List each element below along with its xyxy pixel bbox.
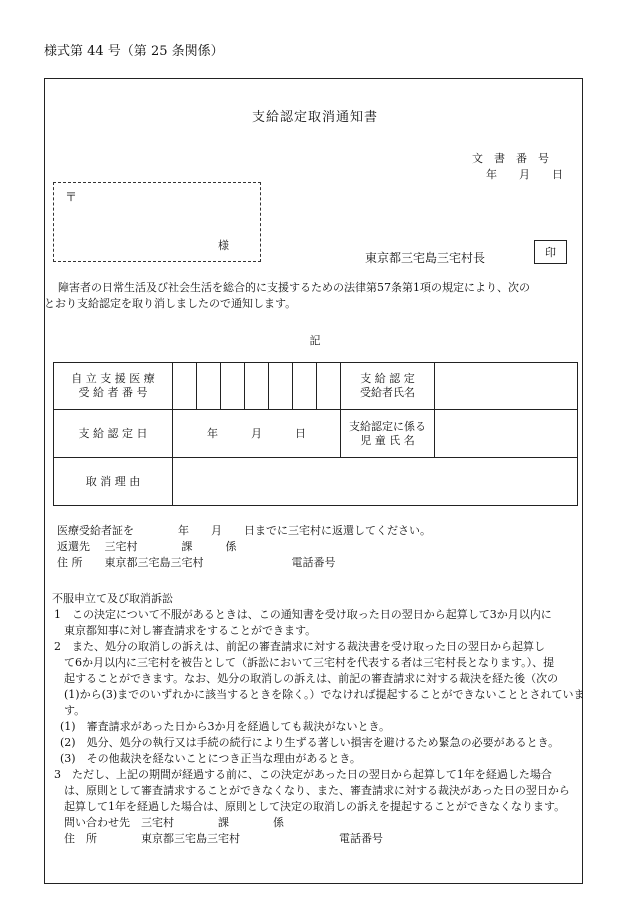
appeal-section: [52, 591, 585, 847]
return-line-3: 住 所 東京都三宅島三宅村 電話番号: [57, 556, 336, 569]
recipient-number-digit[interactable]: [196, 362, 221, 410]
child-name-field[interactable]: [434, 409, 578, 458]
intro-paragraph: [44, 280, 583, 312]
child-name-label-line2: 児 童 氏 名: [360, 433, 415, 447]
appeal-line: 2 また、処分の取消しの訴えは、前記の審査請求に対する裁決書を受け取った日の翌日から起算し: [54, 640, 545, 653]
child-name-label-line1: 支給認定に係る: [349, 419, 426, 433]
cert-date-field[interactable]: [172, 409, 341, 458]
appeal-line: 起算して1年を経過した場合は、原則として決定の取消しの訴えを提起することができなくなります。: [64, 800, 566, 813]
intro-line-1: 障害者の日常生活及び社会生活を総合的に支援するための法律第57条第1項の規定により、次の: [58, 281, 530, 294]
recipient-name-label-line2: 受給者氏名: [360, 386, 415, 399]
addressee-box: [53, 182, 261, 262]
recipient-name-label-line1: 支 給 認 定: [360, 372, 415, 385]
contact-line: 問い合わせ先 三宅村 課 係: [64, 816, 284, 829]
appeal-line: (1)から(3)までのいずれかに該当するときを除く。）でなければ提起することができないこととされていま: [64, 688, 585, 701]
appeal-line: て6か月以内に三宅村を被告として（訴訟において三宅村を代表する者は三宅村長となります。）、提: [64, 656, 555, 669]
recipient-number-digit[interactable]: [244, 362, 269, 410]
form-number-label: 様式第 44 号（第 25 条関係）: [44, 44, 224, 59]
recipient-number-label-line2: 受 給 者 番 号: [78, 386, 148, 399]
appeal-line: す。: [64, 704, 86, 717]
recipient-number-label: [53, 362, 173, 410]
issuer-name: 東京都三宅島三宅村長: [365, 251, 486, 265]
intro-line-2: とおり支給認定を取り消しましたので通知します。: [44, 297, 297, 310]
recipient-name-field[interactable]: [434, 362, 578, 410]
recipient-number-digit[interactable]: [316, 362, 341, 410]
reason-field[interactable]: [172, 457, 578, 506]
appeal-line: (1) 審査請求があった日から3か月を経過しても裁決がないとき。: [60, 720, 391, 733]
cert-date-value: 年 月 日: [207, 426, 306, 440]
ki-heading: 記: [309, 334, 321, 347]
seal-label: 印: [545, 246, 556, 259]
appeal-line: 1 この決定について不服があるときは、この通知書を受け取った日の翌日から起算して3か月以内に: [54, 608, 552, 621]
child-name-label: [340, 409, 435, 458]
return-instructions: [57, 523, 431, 571]
document-number-label: 文 書 番 号: [472, 152, 549, 165]
appeal-line: (3) その他裁決を経ないことにつき正当な理由があるとき。: [60, 752, 361, 765]
cert-date-label-text: 支 給 認 定 日: [78, 426, 148, 440]
reason-label: [53, 457, 173, 506]
document-date-label: 年 月 日: [486, 168, 563, 181]
cert-date-label: [53, 409, 173, 458]
recipient-number-digit[interactable]: [220, 362, 245, 410]
contact-address-line: 住 所 東京都三宅島三宅村 電話番号: [64, 832, 383, 845]
recipient-number-digit[interactable]: [172, 362, 197, 410]
reason-label-text: 取 消 理 由: [85, 474, 141, 488]
appeal-line: 3 ただし、上記の期間が経過する前に、この決定があった日の翌日から起算して1年を経過した場合: [54, 768, 552, 781]
seal-box: [534, 240, 567, 264]
addressee-suffix: 様: [218, 239, 229, 252]
appeal-line: は、原則として審査請求することができなくなり、また、審査請求に対する裁決があった日の翌日から: [64, 784, 570, 797]
recipient-number-label-line1: 自 立 支 援 医 療: [71, 372, 155, 385]
return-line-2: 返還先 三宅村 課 係: [57, 540, 237, 553]
recipient-number-digit[interactable]: [268, 362, 293, 410]
appeal-heading: 不服申立て及び取消訴訟: [52, 592, 173, 605]
appeal-line: 起することができます。なお、処分の取消しの訴えは、前記の審査請求に対する裁決を経た後（次の: [64, 672, 559, 685]
recipient-number-digit[interactable]: [292, 362, 317, 410]
appeal-line: 東京都知事に対し審査請求をすることができます。: [64, 624, 317, 637]
recipient-name-label: [340, 362, 435, 410]
document-title: 支給認定取消通知書: [251, 110, 378, 125]
appeal-line: (2) 処分、処分の執行又は手続の続行により生ずる著しい損害を避けるため緊急の必要があるとき。: [60, 736, 560, 749]
certificate-table: [53, 362, 578, 506]
return-line-1: 医療受給者証を 年 月 日までに三宅村に返還してください。: [57, 524, 431, 537]
postal-mark: 〒: [65, 190, 78, 204]
